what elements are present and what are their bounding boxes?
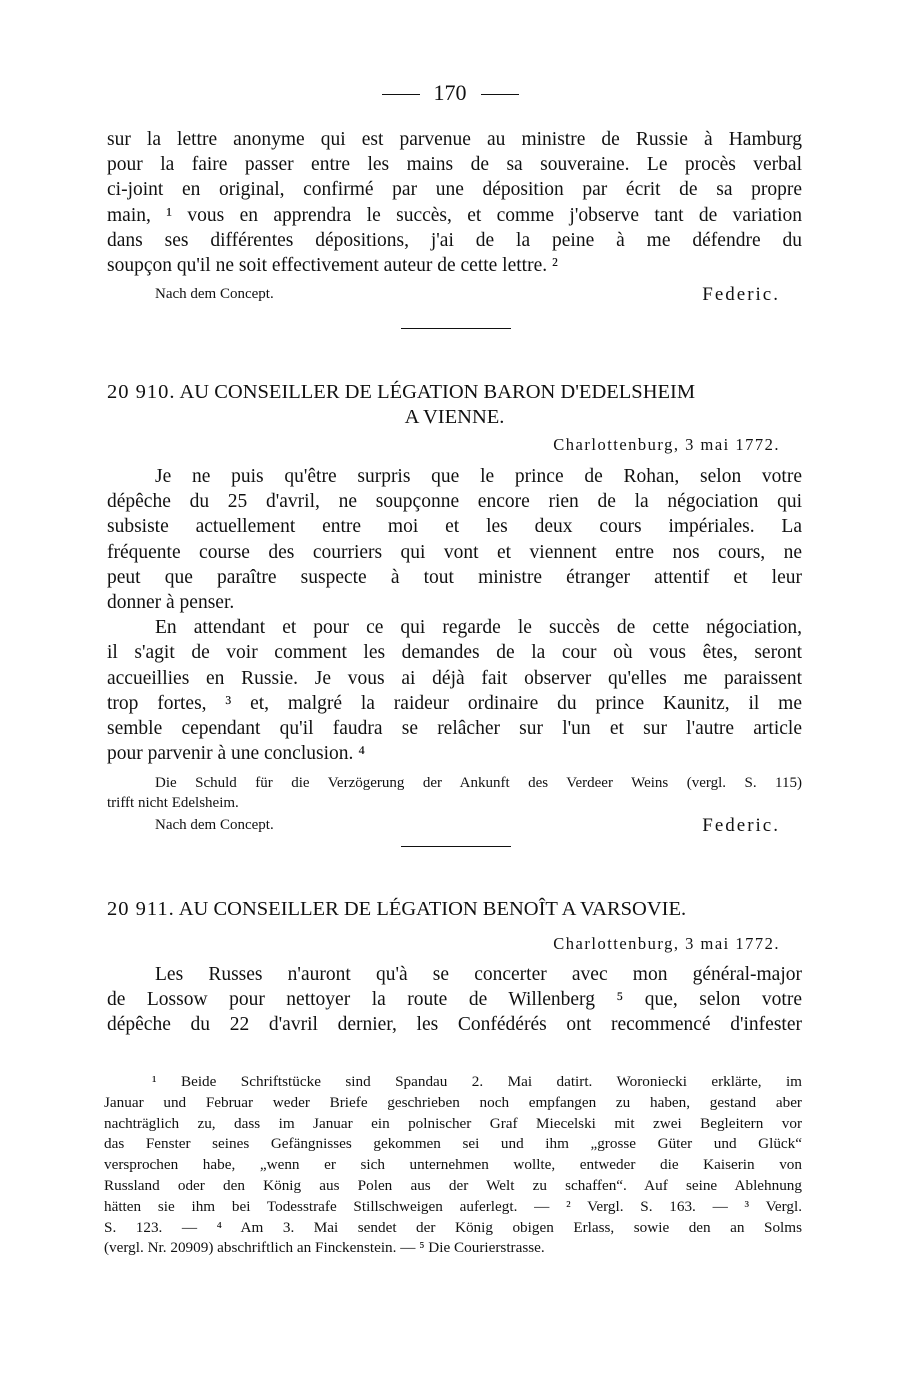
footnote-line: hätten sie ihm bei Todesstrafe Stillschweigen auferlegt. — ² Vergl. S. 163. — ³ Vergl. — [104, 1197, 802, 1215]
dateline: Charlottenburg, 3 mai 1772. — [553, 435, 780, 454]
source-note: Nach dem Concept. — [155, 817, 274, 833]
text-line: donner à penser. — [107, 592, 235, 614]
text-line: Les Russes n'auront qu'à se concerter avec mon général-major — [155, 964, 802, 985]
signature-row — [107, 284, 802, 306]
letter-20911-heading — [107, 897, 802, 922]
footnote-line: versprochen habe, „wenn er sich unternehmen wollte, entweder die Kaiserin von — [104, 1156, 802, 1174]
text-line: main, ¹ vous en apprendra le succès, et comme j'observe tant de variation — [107, 204, 802, 226]
source-note: Nach dem Concept. — [155, 286, 274, 302]
text-line: subsiste actuellement entre moi et les deux cours impériales. La — [107, 516, 802, 538]
text-line: accueillies en Russie. Je vous ai déjà fait observer qu'elles me paraissent — [107, 667, 802, 689]
signature-row — [107, 815, 802, 837]
dateline: Charlottenburg, 3 mai 1772. — [553, 934, 780, 953]
text-line: pour parvenir à une conclusion. ⁴ — [107, 743, 366, 765]
page-header — [0, 80, 900, 106]
text-line: pour la faire passer entre les mains de sa souveraine. Le procès verbal — [107, 154, 802, 176]
letter-number: 20 911. — [107, 898, 175, 920]
note-line: trifft nicht Edelsheim. — [107, 795, 239, 811]
text-line: soupçon qu'il ne soit effectivement auteur de cette lettre. ² — [107, 255, 558, 277]
text-line: de Lossow pour nettoyer la route de Willenberg ⁵ que, selon votre — [107, 989, 802, 1011]
text-line: fréquente course des courriers qui vont et viennent entre nos cours, ne — [107, 541, 802, 563]
letter-title: AU CONSEILLER DE LÉGATION BENOÎT A VARSOVIE. — [178, 898, 687, 920]
header-dash-left — [382, 94, 420, 95]
text-line: En attendant et pour ce qui regarde le succès de cette négociation, — [155, 617, 802, 639]
text-line: Je ne puis qu'être surpris que le prince de Rohan, selon votre — [155, 466, 802, 487]
footnote-line: das Fenster seines Gefängnisses gekommen sei und ihm „grosse Güter und Glück“ — [104, 1135, 802, 1153]
section-divider — [401, 328, 511, 329]
letter-number: 20 910. — [107, 381, 176, 403]
signature: Federic. — [702, 284, 780, 305]
text-line: dépêche du 25 d'avril, ne soupçonne encore rien de la négociation qui — [107, 491, 802, 513]
text-line: peut que paraître suspecte à tout ministre étranger attentif et leur — [107, 566, 802, 588]
text-line: il s'agit de voir comment les demandes de la cour où vous êtes, seront — [107, 642, 802, 664]
note-line: Die Schuld für die Verzögerung der Ankunft des Verdeer Weins (vergl. S. 115) — [155, 775, 802, 791]
letter-title: AU CONSEILLER DE LÉGATION BARON D'EDELSHEIM — [179, 381, 696, 403]
page-number: 170 — [433, 80, 467, 105]
footnote-line: (vergl. Nr. 20909) abschriftlich an Finckenstein. — ⁵ Die Courierstrasse. — [104, 1239, 545, 1257]
header-dash-right — [481, 94, 519, 95]
letter-title-line2: A VIENNE. — [404, 406, 505, 428]
footnote-line: S. 123. — ⁴ Am 3. Mai sendet der König obigen Erlass, sowie den an Solms — [104, 1218, 802, 1236]
footnote-line: Russland oder den König aus Polen aus der Welt zu schaffen“. Auf seine Ablehnung — [104, 1176, 802, 1194]
letter-20911-body — [107, 962, 802, 1038]
text-line: dans ses différentes dépositions, j'ai de la peine à me défendre du — [107, 229, 802, 251]
editorial-note — [107, 773, 802, 813]
footnote-line: nachträglich zu, dass im Januar ein polnischer Graf Miecelski mit zwei Begleitern vor — [104, 1114, 802, 1132]
text-line: trop fortes, ³ et, malgré la raideur ordinaire du prince Kaunitz, il me — [107, 692, 802, 714]
signature: Federic. — [702, 815, 780, 836]
text-line: sur la lettre anonyme qui est parvenue au ministre de Russie à Hamburg — [107, 129, 802, 150]
section-divider — [401, 846, 511, 847]
footnotes — [104, 1072, 802, 1259]
footnote-line: ¹ Beide Schriftstücke sind Spandau 2. Mai datirt. Woroniecki erklärte, im — [152, 1073, 802, 1090]
letter-20910-heading — [107, 380, 802, 430]
text-line: dépêche du 22 d'avril dernier, les Confédérés ont recommencé d'infester — [107, 1014, 802, 1036]
letter-20909-body — [107, 127, 802, 278]
text-line: semble cependant qu'il faudra se relâcher sur l'un et sur l'autre article — [107, 718, 802, 740]
footnote-line: Januar und Februar weder Briefe geschrieben noch empfangen zu haben, gestand aber — [104, 1093, 802, 1111]
letter-20910-body — [107, 464, 802, 766]
text-line: ci-joint en original, confirmé par une déposition par écrit de sa propre — [107, 179, 802, 201]
